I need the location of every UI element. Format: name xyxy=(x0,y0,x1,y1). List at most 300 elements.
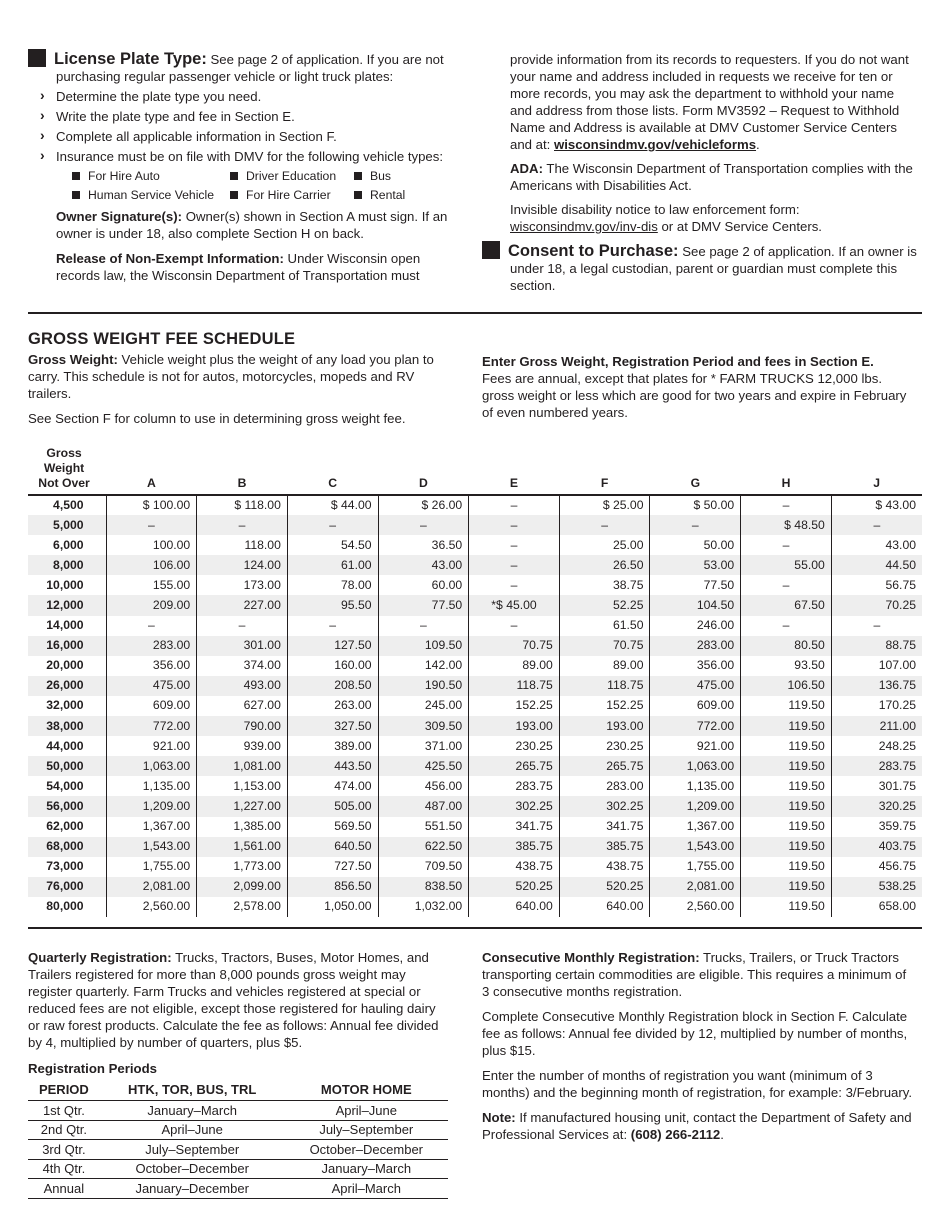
fee-cell: 790.00 xyxy=(197,716,288,736)
invisible-disability-note xyxy=(482,201,917,235)
period-cell: 1st Qtr. xyxy=(28,1101,100,1121)
fee-cell: 520.25 xyxy=(469,877,560,897)
fee-cell: 89.00 xyxy=(559,656,650,676)
fee-column-header: C xyxy=(287,446,378,495)
fee-cell: – xyxy=(559,515,650,535)
registration-periods-table xyxy=(28,1081,448,1199)
fee-cell: 1,209.00 xyxy=(106,796,197,816)
fee-cell: 119.50 xyxy=(741,837,832,857)
note-text: If manufactured housing unit, contact the Department of Safety and Professional Services at: xyxy=(482,1110,912,1142)
schedule-title: GROSS WEIGHT FEE SCHEDULE xyxy=(28,330,296,348)
fee-cell: 26.50 xyxy=(559,555,650,575)
fee-cell: 1,367.00 xyxy=(106,817,197,837)
fee-column-header: E xyxy=(469,446,560,495)
right-top-column xyxy=(471,51,917,302)
section-h-title: Consent to Purchase: xyxy=(508,242,679,260)
fee-cell: 119.50 xyxy=(741,756,832,776)
fee-cell: $ 44.00 xyxy=(287,495,378,515)
fee-cell: 1,081.00 xyxy=(197,756,288,776)
fee-cell: 640.50 xyxy=(287,837,378,857)
fee-cell: 403.75 xyxy=(831,837,922,857)
owner-signature-label: Owner Signature(s): xyxy=(56,209,183,224)
fee-cell: 193.00 xyxy=(469,716,560,736)
release-continued: provide information from its records to requesters. If you do not want your name and address included in requests we receive for ten or more records, you may ask the department to withhold your name and address from those lists. Form MV3592 – Request to Withhold Name and Address is available at DMV Customer Service Centers and at: wisconsindmv.gov/vehicleforms. xyxy=(510,52,909,152)
gross-weight-cell: 20,000 xyxy=(46,658,84,673)
fee-cell: 211.00 xyxy=(831,716,922,736)
fee-cell: 520.25 xyxy=(559,877,650,897)
vehicle-type-item: Driver Education xyxy=(230,168,354,185)
dsps-phone: (608) 266-2112 xyxy=(630,1127,721,1142)
fee-cell: 658.00 xyxy=(831,897,922,917)
enter-gross-weight-heading: Enter Gross Weight, Registration Period and fees in Section E. xyxy=(482,354,874,369)
fee-cell: $ 50.00 xyxy=(650,495,741,515)
table-row xyxy=(28,716,922,736)
table-row xyxy=(28,857,922,877)
vehicle-types-list xyxy=(28,168,448,204)
fee-cell: 118.75 xyxy=(559,676,650,696)
period-cell: April–June xyxy=(285,1101,448,1121)
see-section-f-note: See Section F for column to use in determining gross weight fee. xyxy=(28,411,406,426)
table-row xyxy=(28,877,922,897)
gross-weight-cell: 50,000 xyxy=(28,756,106,776)
fee-column-header: A xyxy=(106,446,197,495)
fee-cell: – xyxy=(469,495,560,515)
gross-weight-cell: 4,500 xyxy=(53,498,84,513)
gross-weight-cell: 14,000 xyxy=(46,618,84,633)
gross-weight-cell: 62,000 xyxy=(46,819,84,834)
fee-cell: 77.50 xyxy=(378,595,469,615)
release-label: Release of Non-Exempt Information: xyxy=(56,251,284,266)
period-cell: April–March xyxy=(285,1179,448,1199)
fee-cell: 640.00 xyxy=(559,897,650,917)
fee-cell: 627.00 xyxy=(197,696,288,716)
vehicle-type-item: For Hire Auto xyxy=(72,168,230,185)
fee-cell: 1,153.00 xyxy=(197,776,288,796)
fee-cell: 538.25 xyxy=(831,877,922,897)
fee-cell: $ 100.00 xyxy=(106,495,197,515)
fee-cell: 475.00 xyxy=(106,676,197,696)
fee-cell: $ 48.50 xyxy=(741,515,832,535)
fee-cell: 1,543.00 xyxy=(650,837,741,857)
fee-cell: 265.75 xyxy=(469,756,560,776)
fee-cell: 1,385.00 xyxy=(197,817,288,837)
fee-cell: 152.25 xyxy=(559,696,650,716)
fee-cell: 54.50 xyxy=(287,535,378,555)
fee-table-header-row xyxy=(28,446,922,495)
weight-header-line1: Gross Weight xyxy=(43,446,85,475)
ada-text: The Wisconsin Department of Transportation complies with the Americans with Disabilities Act. xyxy=(510,161,913,193)
fee-cell: 609.00 xyxy=(106,696,197,716)
section-f-title: License Plate Type: xyxy=(54,50,207,68)
fee-cell: 60.00 xyxy=(378,575,469,595)
fee-cell: 2,081.00 xyxy=(106,877,197,897)
table-row xyxy=(28,756,922,776)
fee-cell: 70.75 xyxy=(559,636,650,656)
fee-cell: – xyxy=(287,616,378,636)
fee-cell: 939.00 xyxy=(197,736,288,756)
fee-cell: 356.00 xyxy=(650,656,741,676)
table-row xyxy=(28,656,922,676)
fee-cell: 61.00 xyxy=(287,555,378,575)
period-column-header: HTK, TOR, BUS, TRL xyxy=(100,1081,285,1101)
schedule-intro-right xyxy=(482,353,917,429)
fee-cell: 389.00 xyxy=(287,736,378,756)
monthly-example: Enter the number of months of registration you want (minimum of 3 months) and the beginning month of registration, for example: 3/February. xyxy=(482,1068,913,1100)
gross-weight-cell: 68,000 xyxy=(28,837,106,857)
fee-cell: 475.00 xyxy=(650,676,741,696)
bottom-right-column xyxy=(482,949,917,1151)
fee-cell: 1,135.00 xyxy=(106,776,197,796)
fee-cell: 193.00 xyxy=(559,716,650,736)
bottom-left-column xyxy=(28,949,448,1199)
table-row xyxy=(28,837,922,857)
fee-cell: 119.50 xyxy=(741,696,832,716)
gross-weight-cell: 5,000 xyxy=(28,515,106,535)
fee-cell: 77.50 xyxy=(650,575,741,595)
table-row xyxy=(28,776,922,796)
fee-cell: 88.75 xyxy=(831,636,922,656)
fee-cell: 385.75 xyxy=(469,837,560,857)
fee-cell: – xyxy=(831,515,922,535)
fee-cell: 170.25 xyxy=(831,696,922,716)
fee-cell: 1,063.00 xyxy=(106,756,197,776)
weight-header-line2: Not Over xyxy=(38,476,90,490)
fee-cell: 119.50 xyxy=(741,817,832,837)
gross-weight-text: Vehicle weight plus the weight of any load you plan to carry. This schedule is not for autos, motorcycles, mopeds and RV trailers. xyxy=(28,352,434,401)
fee-cell: 438.75 xyxy=(559,857,650,877)
monthly-calculation: Complete Consecutive Monthly Registration block in Section F. Calculate fee as follows: Annual fee divided by 12, multiplied by number of months, plus $15. xyxy=(482,1009,908,1058)
manufactured-housing-note xyxy=(482,1109,917,1143)
gross-weight-cell: 44,000 xyxy=(46,738,84,753)
fee-cell: 248.25 xyxy=(831,736,922,756)
fee-cell: 921.00 xyxy=(106,736,197,756)
fee-cell: – xyxy=(378,616,469,636)
fee-cell: 245.00 xyxy=(378,696,469,716)
fee-cell: 302.25 xyxy=(559,796,650,816)
fee-cell: – xyxy=(469,515,560,535)
fee-cell: 1,050.00 xyxy=(287,897,378,917)
fee-cell: 209.00 xyxy=(106,595,197,615)
fee-cell: 104.50 xyxy=(650,595,741,615)
fee-cell: – xyxy=(197,515,288,535)
inv-dis-link[interactable]: wisconsindmv.gov/inv-dis xyxy=(510,219,658,234)
table-row xyxy=(28,535,922,555)
fee-cell: 107.00 xyxy=(831,656,922,676)
fee-cell: 106.50 xyxy=(741,676,832,696)
fee-cell: 283.75 xyxy=(831,756,922,776)
invisible-tail: or at DMV Service Centers. xyxy=(657,219,822,234)
fee-cell: 208.50 xyxy=(287,676,378,696)
fee-cell: 38.75 xyxy=(559,575,650,595)
gross-weight-definition xyxy=(28,351,448,402)
fee-cell: 551.50 xyxy=(378,817,469,837)
fee-cell: 374.00 xyxy=(197,656,288,676)
fee-cell: 119.50 xyxy=(741,776,832,796)
quarterly-registration xyxy=(28,949,448,1051)
fee-cell: 106.00 xyxy=(106,555,197,575)
fee-cell: 119.50 xyxy=(741,796,832,816)
fee-cell: – xyxy=(469,555,560,575)
fee-cell: 772.00 xyxy=(106,716,197,736)
fee-cell: 124.00 xyxy=(197,555,288,575)
fee-cell: – xyxy=(106,616,197,636)
invisible-text: Invisible disability notice to law enforcement form: xyxy=(510,202,800,217)
fee-cell: – xyxy=(831,616,922,636)
period-cell: Annual xyxy=(28,1179,100,1199)
fee-cell: 456.00 xyxy=(378,776,469,796)
fee-cell: 118.00 xyxy=(197,535,288,555)
fee-cell: 1,773.00 xyxy=(197,857,288,877)
fee-cell: $ 43.00 xyxy=(831,495,922,515)
gross-weight-cell: 10,000 xyxy=(46,577,84,592)
fee-cell: 160.00 xyxy=(287,656,378,676)
fee-cell: 230.25 xyxy=(469,736,560,756)
schedule-intro-left xyxy=(28,331,448,435)
fee-cell: – xyxy=(741,535,832,555)
fee-cell: 119.50 xyxy=(741,716,832,736)
table-row xyxy=(28,595,922,615)
fee-column-header: B xyxy=(197,446,288,495)
period-cell: 3rd Qtr. xyxy=(28,1140,100,1160)
registration-periods-title: Registration Periods xyxy=(28,1061,157,1076)
fee-cell: 227.00 xyxy=(197,595,288,615)
period-cell: July–September xyxy=(100,1140,285,1160)
fee-cell: 1,561.00 xyxy=(197,837,288,857)
fee-cell: – xyxy=(469,535,560,555)
table-row xyxy=(28,495,922,515)
fee-cell: 67.50 xyxy=(741,595,832,615)
fee-cell: 302.25 xyxy=(469,796,560,816)
note-end: . xyxy=(720,1127,724,1142)
ada-note xyxy=(482,160,917,194)
period-cell: 4th Qtr. xyxy=(28,1159,100,1179)
fee-cell: 93.50 xyxy=(741,656,832,676)
fee-cell: 356.00 xyxy=(106,656,197,676)
fee-cell: 283.00 xyxy=(106,636,197,656)
gross-weight-cell: 32,000 xyxy=(46,698,84,713)
fee-cell: 1,209.00 xyxy=(650,796,741,816)
fee-cell: 2,578.00 xyxy=(197,897,288,917)
fee-cell: 456.75 xyxy=(831,857,922,877)
fee-cell: 2,081.00 xyxy=(650,877,741,897)
period-cell: October–December xyxy=(100,1159,285,1179)
table-row xyxy=(28,897,922,917)
fee-cell: 493.00 xyxy=(197,676,288,696)
fee-cell: 359.75 xyxy=(831,817,922,837)
ada-label: ADA: xyxy=(510,161,543,176)
vehicleforms-link[interactable]: wisconsindmv.gov/vehicleforms xyxy=(554,137,757,152)
gross-weight-cell: 76,000 xyxy=(28,877,106,897)
period-cell: 2nd Qtr. xyxy=(28,1120,100,1140)
fee-cell: 709.50 xyxy=(378,857,469,877)
fee-cell: 1,367.00 xyxy=(650,817,741,837)
fee-cell: 230.25 xyxy=(559,736,650,756)
quarterly-text: Trucks, Tractors, Buses, Motor Homes, and Trailers registered for more than 8,000 pounds gross weight may register quarterly. Farm Trucks and vehicles registered at special or reduced fees are not eligible, except those registered for hauling dairy or raw forest products. Calculate the fee as follows: Annual fee divided by 4, multiplied by number of quarters, plus $5. xyxy=(28,950,439,1050)
period-column-header: MOTOR HOME xyxy=(285,1081,448,1101)
fee-cell: $ 25.00 xyxy=(559,495,650,515)
period-cell: January–March xyxy=(285,1159,448,1179)
fee-cell: 70.75 xyxy=(469,636,560,656)
fee-cell: 1,063.00 xyxy=(650,756,741,776)
table-row xyxy=(28,1101,448,1121)
section-h-text: See page 2 of application. If an owner is under 18, a legal custodian, parent or guardian must complete this section. xyxy=(510,244,917,293)
gross-weight-cell: 12,000 xyxy=(28,595,106,615)
fee-cell: 53.00 xyxy=(650,555,741,575)
table-row xyxy=(28,555,922,575)
period-cell: July–September xyxy=(285,1120,448,1140)
fee-cell: 173.00 xyxy=(197,575,288,595)
fee-column-header: J xyxy=(831,446,922,495)
gross-weight-cell: 8,000 xyxy=(28,555,106,575)
fee-cell: 727.50 xyxy=(287,857,378,877)
section-f-badge: F xyxy=(28,49,46,67)
bottom-divider xyxy=(28,927,922,929)
fee-cell: 190.50 xyxy=(378,676,469,696)
fee-cell: 56.75 xyxy=(831,575,922,595)
fee-cell: 425.50 xyxy=(378,756,469,776)
fee-cell: 1,227.00 xyxy=(197,796,288,816)
fee-cell: 55.00 xyxy=(741,555,832,575)
period-cell: January–December xyxy=(100,1179,285,1199)
fee-column-header: D xyxy=(378,446,469,495)
gross-weight-label: Gross Weight: xyxy=(28,352,118,367)
section-h-badge: H xyxy=(482,241,500,259)
section-f-heading xyxy=(18,49,448,85)
table-row xyxy=(28,515,922,535)
consecutive-monthly-registration xyxy=(482,949,917,1000)
owner-signature-text: Owner(s) shown in Section A must sign. If an owner is under 18, also complete Section H on back. xyxy=(56,209,448,241)
fee-cell: 2,560.00 xyxy=(106,897,197,917)
section-f-bullet: › Insurance must be on file with DMV for the following vehicle types: xyxy=(40,148,448,165)
table-row xyxy=(28,676,922,696)
gross-weight-cell: 38,000 xyxy=(28,716,106,736)
table-row xyxy=(28,1179,448,1199)
fee-cell: 136.75 xyxy=(831,676,922,696)
monthly-label: Consecutive Monthly Registration: xyxy=(482,950,700,965)
fee-cell: 443.50 xyxy=(287,756,378,776)
table-row xyxy=(28,616,922,636)
fee-cell: 283.75 xyxy=(469,776,560,796)
fee-cell: 569.50 xyxy=(287,817,378,837)
fee-cell: 155.00 xyxy=(106,575,197,595)
fee-cell: 309.50 xyxy=(378,716,469,736)
gross-weight-cell: 73,000 xyxy=(46,859,84,874)
gross-weight-cell: 26,000 xyxy=(28,676,106,696)
gross-weight-cell: 80,000 xyxy=(46,899,84,914)
fee-cell: 265.75 xyxy=(559,756,650,776)
fee-cell: 78.00 xyxy=(287,575,378,595)
annual-fees-note: Fees are annual, except that plates for * FARM TRUCKS 12,000 lbs. gross weight or less which are good for two years and expire in February of even numbered years. xyxy=(482,371,907,420)
fee-cell: 301.75 xyxy=(831,776,922,796)
fee-cell: – xyxy=(287,515,378,535)
period-cell: October–December xyxy=(285,1140,448,1160)
fee-cell: 89.00 xyxy=(469,656,560,676)
fee-cell: – xyxy=(197,616,288,636)
fee-cell: 341.75 xyxy=(469,817,560,837)
table-row xyxy=(28,796,922,816)
fee-cell: – xyxy=(741,495,832,515)
fee-cell: 487.00 xyxy=(378,796,469,816)
fee-cell: 52.25 xyxy=(559,595,650,615)
fee-cell: 80.50 xyxy=(741,636,832,656)
vehicle-type-item: Rental xyxy=(354,187,454,204)
fee-cell: 474.00 xyxy=(287,776,378,796)
fee-cell: 43.00 xyxy=(831,535,922,555)
fee-cell: 109.50 xyxy=(378,636,469,656)
period-cell: January–March xyxy=(100,1101,285,1121)
fee-cell: 283.00 xyxy=(559,776,650,796)
fee-cell: 43.00 xyxy=(378,555,469,575)
gross-weight-cell: 56,000 xyxy=(28,796,106,816)
vehicle-type-item: For Hire Carrier xyxy=(230,187,354,204)
fee-cell: 119.50 xyxy=(741,857,832,877)
fee-cell: 622.50 xyxy=(378,837,469,857)
gross-weight-fee-table xyxy=(28,446,922,917)
fee-cell: 438.75 xyxy=(469,857,560,877)
section-f-intro: See page 2 of application. If you are not purchasing regular passenger vehicle or light truck plates: xyxy=(56,52,444,84)
note-label: Note: xyxy=(482,1110,516,1125)
section-f-bullets xyxy=(28,88,448,165)
owner-signature-note xyxy=(28,208,448,242)
fee-cell: – xyxy=(469,616,560,636)
fee-cell: 44.50 xyxy=(831,555,922,575)
fee-cell: 772.00 xyxy=(650,716,741,736)
fee-cell: 1,543.00 xyxy=(106,837,197,857)
section-h xyxy=(471,241,917,294)
vehicle-type-item: Bus xyxy=(354,168,454,185)
fee-cell: 119.50 xyxy=(741,877,832,897)
fee-cell: 385.75 xyxy=(559,837,650,857)
gross-weight-cell: 6,000 xyxy=(53,537,84,552)
section-f-bullet: › Determine the plate type you need. xyxy=(40,88,448,105)
table-row xyxy=(28,636,922,656)
fee-cell: 152.25 xyxy=(469,696,560,716)
fee-cell: 640.00 xyxy=(469,897,560,917)
table-row xyxy=(28,696,922,716)
fee-cell: 246.00 xyxy=(650,616,741,636)
fee-cell: 320.25 xyxy=(831,796,922,816)
fee-cell: 283.00 xyxy=(650,636,741,656)
section-f-bullet: › Write the plate type and fee in Section E. xyxy=(40,108,448,125)
fee-column-header: F xyxy=(559,446,650,495)
fee-cell: 921.00 xyxy=(650,736,741,756)
fee-cell: – xyxy=(106,515,197,535)
fee-cell: *$ 45.00 xyxy=(469,595,560,615)
release-note xyxy=(28,250,448,284)
fee-cell: – xyxy=(741,616,832,636)
period-cell: April–June xyxy=(100,1120,285,1140)
fee-column-header: H xyxy=(741,446,832,495)
section-f xyxy=(18,49,448,292)
fee-cell: 505.00 xyxy=(287,796,378,816)
fee-cell: 1,032.00 xyxy=(378,897,469,917)
fee-cell: 1,755.00 xyxy=(650,857,741,877)
fee-cell: – xyxy=(469,575,560,595)
table-row xyxy=(28,575,922,595)
table-row xyxy=(28,736,922,756)
fee-cell: 95.50 xyxy=(287,595,378,615)
table-row xyxy=(28,1120,448,1140)
fee-cell: 100.00 xyxy=(106,535,197,555)
vehicle-type-item: Human Service Vehicle xyxy=(72,187,230,204)
quarterly-label: Quarterly Registration: xyxy=(28,950,172,965)
table-row xyxy=(28,817,922,837)
fee-cell: 119.50 xyxy=(741,736,832,756)
fee-cell: 263.00 xyxy=(287,696,378,716)
fee-cell: $ 118.00 xyxy=(197,495,288,515)
release-cont-text: provide information from its records to requesters. If you do not want your name and address included in requests we receive for ten or more records, you may ask the department to withhold your name and address from those lists. Form MV3592 – Request to Withhold Name and Address is available at DMV Customer Service Centers and at: xyxy=(510,52,909,152)
release-text: Under Wisconsin open records law, the Wisconsin Department of Transportation must xyxy=(56,251,421,283)
